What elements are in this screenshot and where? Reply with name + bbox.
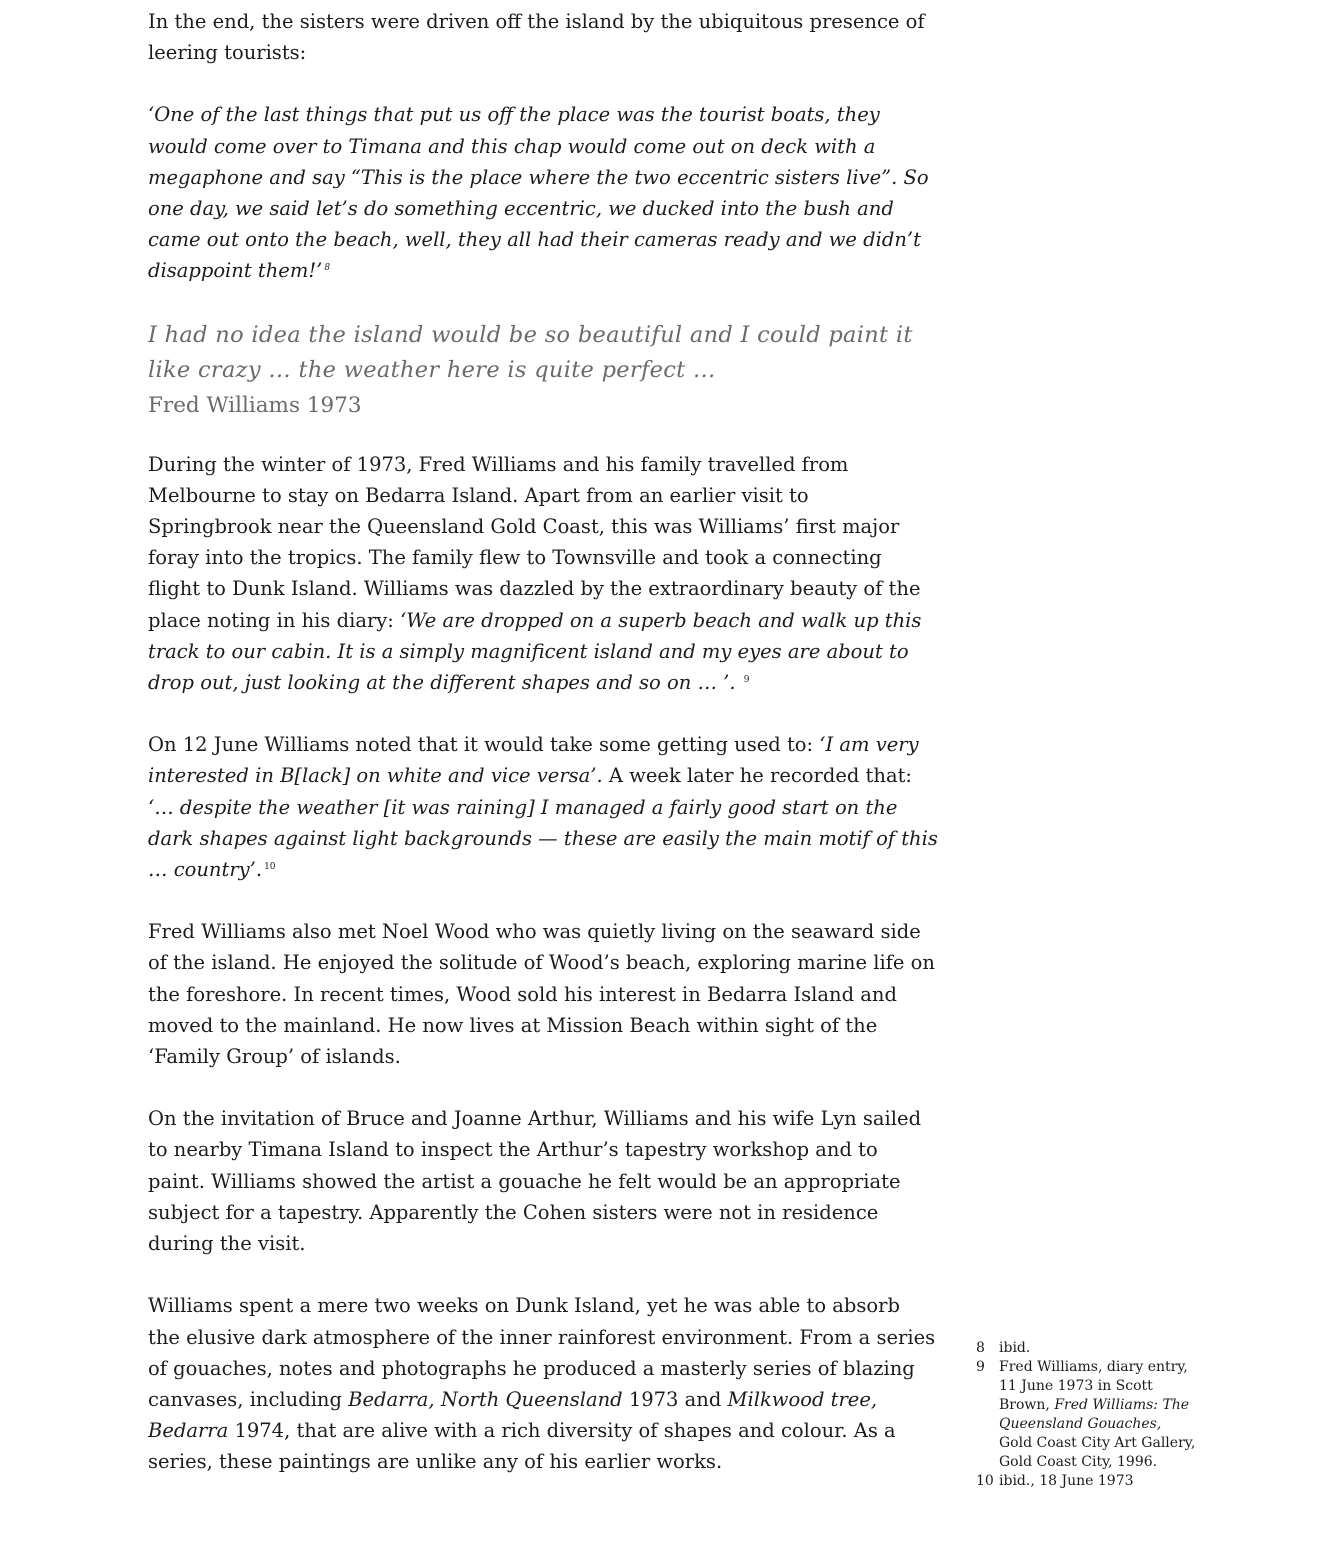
footnote-text [999, 1358, 1196, 1472]
paragraph-june-text-1: On 12 June Williams noted that it would take some getting used to: [148, 733, 820, 757]
paragraph-intro: In the end, the sisters were driven off the island by the ubiquitous presence of leering tourists: [148, 10, 925, 65]
footnote-9 [976, 1358, 1196, 1472]
main-text-column [148, 6, 938, 1509]
footnote-text-part: Gold Coast City Art Gallery, Gold Coast City, 1996. [999, 1435, 1196, 1470]
footnote-number: 10 [976, 1473, 994, 1489]
paragraph-june-quote-2: ‘… despite the weather [it was raining] I managed a fairly good start on the dark shapes against light backgrounds — these are easily the main motif of this … country’. [148, 795, 938, 882]
paragraph-dunk [148, 1290, 938, 1477]
painting-title-milkwood: Milkwood tree, Bedarra [148, 1387, 878, 1443]
paragraph-june-text-2: A week later he recorded that: [602, 764, 912, 788]
paragraph-dunk-text-3: 1974, that are alive with a rich diversity of shapes and colour. As a series, these paintings are unlike any of his earlier works. [148, 1419, 896, 1474]
quote-sisters-text: ‘One of the last things that put us off the place was the tourist boats, they would come over to Timana and this chap would come out on deck with a megaphone and say “This is the place where the two eccentric sisters live”. So one day, we said let’s do something eccentric, we ducked into the bush and came out onto the beach, well, they all had their cameras ready and we didn’t disappoint them!’ [148, 103, 929, 283]
footnote-book-title: Fred Williams: The Queensland Gouaches, [999, 1397, 1190, 1432]
footnote-text: ibid., 18 June 1973 [999, 1473, 1134, 1489]
paragraph-noel-wood: Fred Williams also met Noel Wood who was quietly living on the seaward side of the island. He enjoyed the solitude of Wood’s beach, exploring marine life on the foreshore. In recent times, Wood sold his interest in Bedarra Island and moved to the mainland. He now lives at Mission Beach within sight of the ‘Family Group’ of islands. [148, 920, 935, 1069]
footnote-ref-9: 9 [743, 674, 750, 685]
paragraph-dunk-text-2: 1973 and [622, 1387, 728, 1411]
paragraph-june-quote-1: ‘I am very interested in B[lack] on white and vice versa’. [148, 733, 919, 788]
paragraph-winter [148, 449, 938, 699]
footnote-text: ibid. [999, 1340, 1031, 1356]
paragraph-arthur: On the invitation of Bruce and Joanne Arthur, Williams and his wife Lyn sailed to nearby Timana Island to inspect the Arthur’s tapestry workshop and to paint. Williams showed the artist a gouache he felt would be an appropriate subject for a tapestry. Apparently the Cohen sisters were not in residence during the visit. [148, 1107, 922, 1256]
footnote-number: 8 [976, 1340, 985, 1356]
footnote-10 [976, 1472, 1196, 1491]
pull-quote: I had no idea the island would be so beautiful and I could paint it like crazy … the weather here is quite perfect … [148, 321, 913, 383]
footnote-8 [976, 1339, 1196, 1358]
paragraph-june [148, 729, 938, 885]
footnote-ref-8: 8 [324, 262, 331, 273]
paragraph-winter-text: During the winter of 1973, Fred Williams and his family travelled from Melbourne to stay on Bedarra Island. Apart from an earlier visit to Springbrook near the Queensland Gold Coast, this was Williams’ first major foray into the tropics. The family flew to Townsville and took a connecting flight to Dunk Island. Williams was dazzled by the extraordinary beauty of the place noting in his diary: [148, 452, 921, 632]
paragraph-dunk-text-1: Williams spent a mere two weeks on Dunk Island, yet he was able to absorb the elusive dark atmosphere of the inner rainforest environment. From a series of gouaches, notes and photographs he produced a masterly series of blazing canvases, including [148, 1294, 936, 1411]
footnote-number: 9 [976, 1359, 985, 1375]
pull-quote-attribution: Fred Williams 1973 [148, 392, 362, 418]
footnotes [976, 1339, 1196, 1491]
painting-title-bedarra: Bedarra, North Queensland [348, 1387, 623, 1411]
diary-quote: ‘We are dropped on a superb beach and walk up this track to our cabin. It is a simply magnificent island and my eyes are about to drop out, just looking at the different shapes and so on … ’. [148, 608, 922, 695]
footnote-ref-10: 10 [264, 861, 276, 872]
quote-sisters [148, 99, 938, 286]
footnote-text-part: Fred Williams, diary entry, 11 June 1973 in Scott Brown, [999, 1359, 1188, 1413]
